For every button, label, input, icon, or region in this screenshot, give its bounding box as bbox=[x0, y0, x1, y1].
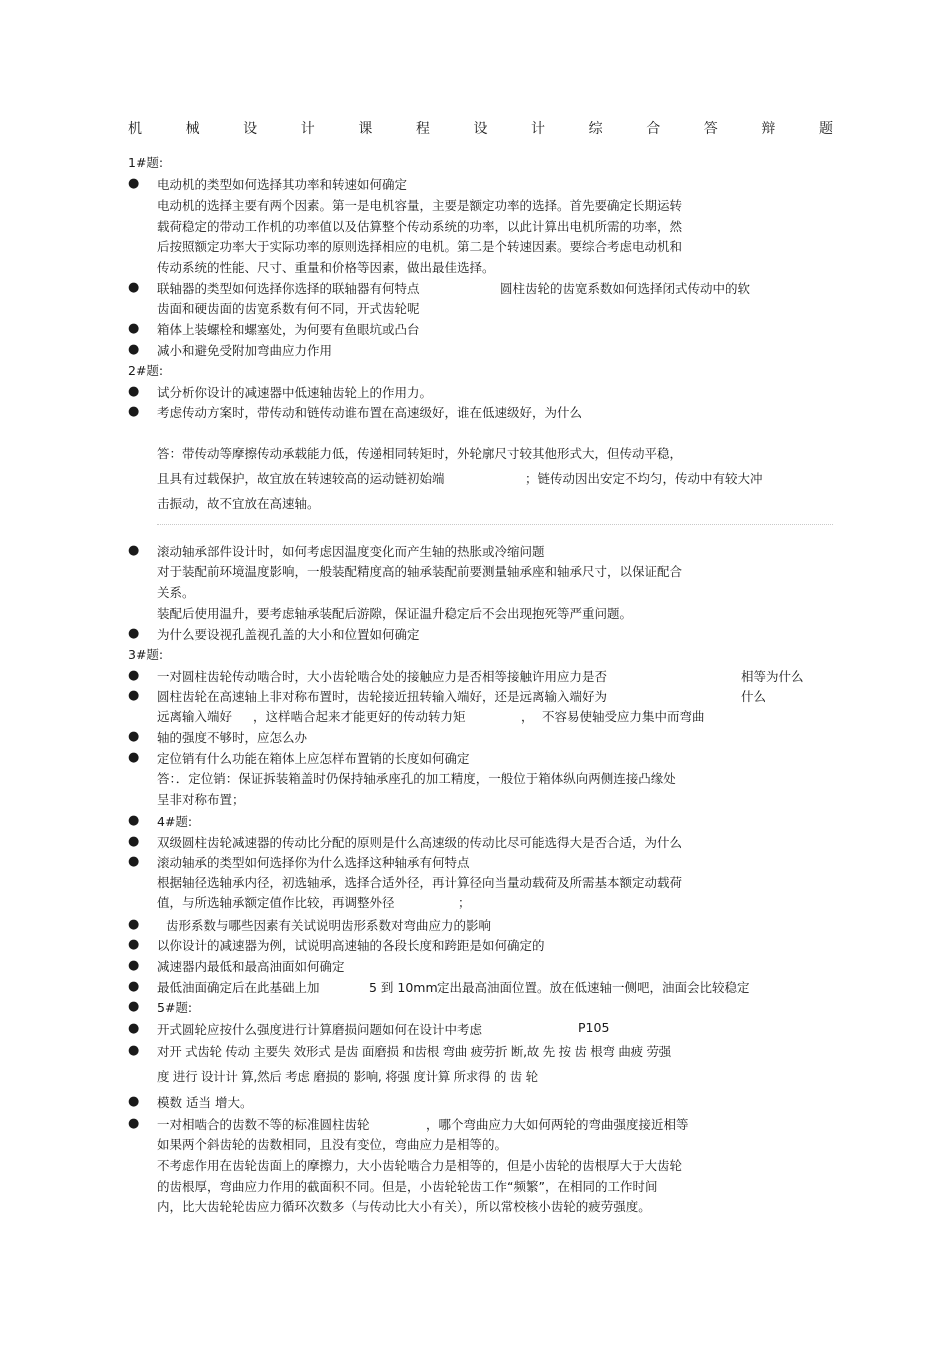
question-text: 开式圆轮应按什么强度进行计算磨损问题如何在设计中考虑 bbox=[157, 1022, 483, 1037]
answer-text: 减小和避免受附加弯曲应力作用 bbox=[157, 343, 333, 358]
answer-text: 传动系统的性能、尺寸、重量和价格等因素，做出最佳选择。 bbox=[157, 260, 495, 275]
title-char: 设 bbox=[473, 121, 488, 137]
bullet-icon: ● bbox=[128, 342, 140, 357]
bullet-icon: ● bbox=[128, 688, 140, 703]
question-text: 齿面和硬齿面的齿宽系数有何不同，开式齿轮呢 bbox=[157, 301, 420, 316]
answer-text: ； bbox=[458, 895, 471, 910]
question-text: 一对圆柱齿轮传动啮合时，大小齿轮啮合处的接触应力是否相等接触许用应力是否 bbox=[157, 669, 608, 684]
bullet-icon: ● bbox=[128, 626, 140, 641]
answer-text: 关系。 bbox=[157, 585, 195, 600]
title-char: 程 bbox=[415, 121, 430, 137]
question-text: 双级圆柱齿轮减速器的传动比分配的原则是什么高速级的传动比尽可能选得大是否合适，为什么 bbox=[157, 835, 683, 850]
answer-text: ；链传动因出安定不均匀，传动中有较大冲 bbox=[525, 471, 763, 486]
answer-text: 载荷稳定的带动工作机的功率值以及估算整个传动系统的功率，以此计算出电机所需的功率，然 bbox=[157, 219, 683, 234]
question-text: 为什么要设视孔盖视孔盖的大小和位置如何确定 bbox=[157, 627, 420, 642]
question-text: 相等为什么 bbox=[741, 669, 804, 684]
answer-text: 击振动，故不宜放在高速轴。 bbox=[157, 496, 320, 511]
title-char: 计 bbox=[300, 121, 315, 137]
bullet-icon: ● bbox=[128, 1021, 140, 1036]
bullet-icon: ● bbox=[128, 321, 140, 336]
question-text: 电动机的类型如何选择其功率和转速如何确定 bbox=[157, 177, 408, 192]
question-text: 箱体上装螺栓和螺塞处，为何要有鱼眼坑或凸台 bbox=[157, 322, 420, 337]
question-text: 圆柱齿轮的齿宽系数如何选择闭式传动中的软 bbox=[500, 281, 751, 296]
answer-text: 内，比大齿轮轮齿应力循环次数多（与传动比大小有关），所以常校核小齿轮的疲劳强度。 bbox=[157, 1199, 651, 1214]
answer-text: 模数 适当 增大。 bbox=[157, 1095, 253, 1110]
title-char: 机 bbox=[128, 121, 142, 137]
answer-text: 后按照额定功率大于实际功率的原则选择相应的电机。第二是个转速因素。要综合考虑电动机和 bbox=[157, 239, 683, 254]
title-char: 答 bbox=[703, 121, 718, 137]
title-char: 课 bbox=[358, 121, 373, 137]
answer-text: 根据轴径选轴承内径，初选轴承，选择合适外径，再计算径向当量动载荷及所需基本额定动载荷 bbox=[157, 875, 683, 890]
question-text: 轴的强度不够时，应怎么办 bbox=[157, 730, 308, 745]
section-heading-5: 5#题: bbox=[157, 1000, 193, 1015]
question-text: 一对相啮合的齿数不等的标准圆柱齿轮 bbox=[157, 1117, 370, 1132]
bullet-icon: ● bbox=[128, 1094, 140, 1109]
bullet-icon: ● bbox=[128, 917, 140, 932]
section-heading-3: 3#题: bbox=[128, 647, 164, 662]
answer-text: 最低油面确定后在此基础上加 bbox=[157, 980, 320, 995]
answer-text: 呈非对称布置； bbox=[157, 792, 245, 807]
answer-text: ， bbox=[521, 709, 534, 724]
question-text: 什么 bbox=[741, 689, 767, 704]
bullet-icon: ● bbox=[128, 958, 140, 973]
bullet-icon: ● bbox=[128, 854, 140, 869]
question-text: 联轴器的类型如何选择你选择的联轴器有何特点 bbox=[157, 281, 420, 296]
title-char: 合 bbox=[646, 121, 661, 137]
answer-text: 不考虑作用在齿轮齿面上的摩擦力，大小齿轮啮合力是相等的，但是小齿轮的齿根厚大于大齿轮 bbox=[157, 1158, 683, 1173]
bullet-icon: ● bbox=[128, 813, 140, 828]
question-text: 滚动轴承部件设计时，如何考虑因温度变化而产生轴的热胀或冷缩问题 bbox=[157, 544, 545, 559]
answer-text: 定出最高油面位置。放在低速轴一侧吧，油面会比较稳定 bbox=[437, 980, 750, 995]
bullet-icon: ● bbox=[128, 937, 140, 952]
section-heading-4: 4#题: bbox=[157, 814, 193, 829]
question-text: 减速器内最低和最高油面如何确定 bbox=[157, 959, 345, 974]
title-char: 械 bbox=[185, 121, 200, 137]
answer-text: 度 进行 设计计 算,然后 考虑 磨损的 影响, 将强 度计算 所求得 的 齿 轮 bbox=[157, 1069, 538, 1084]
page-divider bbox=[157, 524, 833, 525]
question-text: 试分析你设计的减速器中低速轴齿轮上的作用力。 bbox=[157, 385, 433, 400]
bullet-icon: ● bbox=[128, 1116, 140, 1131]
answer-text: 对于装配前环境温度影响，一般装配精度高的轴承装配前要测量轴承座和轴承尺寸，以保证配合 bbox=[157, 564, 683, 579]
answer-text: 装配后使用温升，要考虑轴承装配后游隙，保证温升稳定后不会出现抱死等严重问题。 bbox=[157, 606, 633, 621]
section-heading-2: 2#题: bbox=[128, 363, 164, 378]
answer-text: 且具有过载保护，故宜放在转速较高的运动链初始端 bbox=[157, 471, 445, 486]
bullet-icon: ● bbox=[128, 979, 140, 994]
answer-text: 电动机的选择主要有两个因素。第一是电机容量，主要是额定功率的选择。首先要确定长期运转 bbox=[157, 198, 683, 213]
page-reference: P105 bbox=[578, 1020, 610, 1035]
question-text: 滚动轴承的类型如何选择你为什么选择这种轴承有何特点 bbox=[157, 855, 470, 870]
question-text: ，哪个弯曲应力大如何两轮的弯曲强度接近相等 bbox=[426, 1117, 689, 1132]
bullet-icon: ● bbox=[128, 999, 140, 1014]
document-title bbox=[128, 118, 833, 138]
bullet-icon: ● bbox=[128, 176, 140, 191]
bullet-icon: ● bbox=[128, 668, 140, 683]
bullet-icon: ● bbox=[128, 1043, 140, 1058]
title-char: 题 bbox=[818, 121, 833, 137]
title-char: 综 bbox=[588, 121, 603, 137]
answer-text: 5 到 10mm bbox=[369, 980, 438, 995]
answer-text: 答：带传动等摩擦传动承载能力低，传递相同转矩时，外轮廓尺寸较其他形式大，但传动平稳， bbox=[157, 446, 683, 461]
question-text: 齿形系数与哪些因素有关试说明齿形系数对弯曲应力的影响 bbox=[166, 918, 492, 933]
answer-text: 不容易使轴受应力集中而弯曲 bbox=[542, 709, 705, 724]
bullet-icon: ● bbox=[128, 404, 140, 419]
question-text: 考虑传动方案时，带传动和链传动谁布置在高速级好，谁在低速级好，为什么 bbox=[157, 405, 583, 420]
title-char: 计 bbox=[531, 121, 546, 137]
bullet-icon: ● bbox=[128, 280, 140, 295]
question-text: 圆柱齿轮在高速轴上非对称布置时，齿轮接近扭转输入端好，还是远离输入端好为 bbox=[157, 689, 608, 704]
answer-text: 答：．定位销：保证拆装箱盖时仍保持轴承座孔的加工精度，一般位于箱体纵向两侧连接凸缘处 bbox=[157, 771, 676, 786]
answer-text: 值，与所选轴承额定值作比较，再调整外径 bbox=[157, 895, 395, 910]
question-text: 定位销有什么功能在箱体上应怎样布置销的长度如何确定 bbox=[157, 751, 470, 766]
bullet-icon: ● bbox=[128, 729, 140, 744]
answer-text: 远离输入端好 bbox=[157, 709, 233, 724]
bullet-icon: ● bbox=[128, 750, 140, 765]
question-text: 以你设计的减速器为例，试说明高速轴的各段长度和跨距是如何确定的 bbox=[157, 938, 545, 953]
title-char: 辩 bbox=[761, 121, 776, 137]
answer-text: 如果两个斜齿轮的齿数相同，且没有变位，弯曲应力是相等的。 bbox=[157, 1137, 508, 1152]
bullet-icon: ● bbox=[128, 384, 140, 399]
section-heading-1: 1#题: bbox=[128, 155, 164, 170]
answer-text: 对开 式齿轮 传动 主要失 效形式 是齿 面磨损 和齿根 弯曲 疲劳折 断,故 先 按 齿 根弯 曲疲 劳强 bbox=[157, 1044, 671, 1059]
bullet-icon: ● bbox=[128, 834, 140, 849]
bullet-icon: ● bbox=[128, 543, 140, 558]
answer-text: 的齿根厚，弯曲应力作用的截面积不同。但是，小齿轮轮齿工作“频繁”，在相同的工作时间 bbox=[157, 1179, 658, 1194]
answer-text: ，这样啮合起来才能更好的传动转力矩 bbox=[253, 709, 466, 724]
title-char: 设 bbox=[243, 121, 258, 137]
